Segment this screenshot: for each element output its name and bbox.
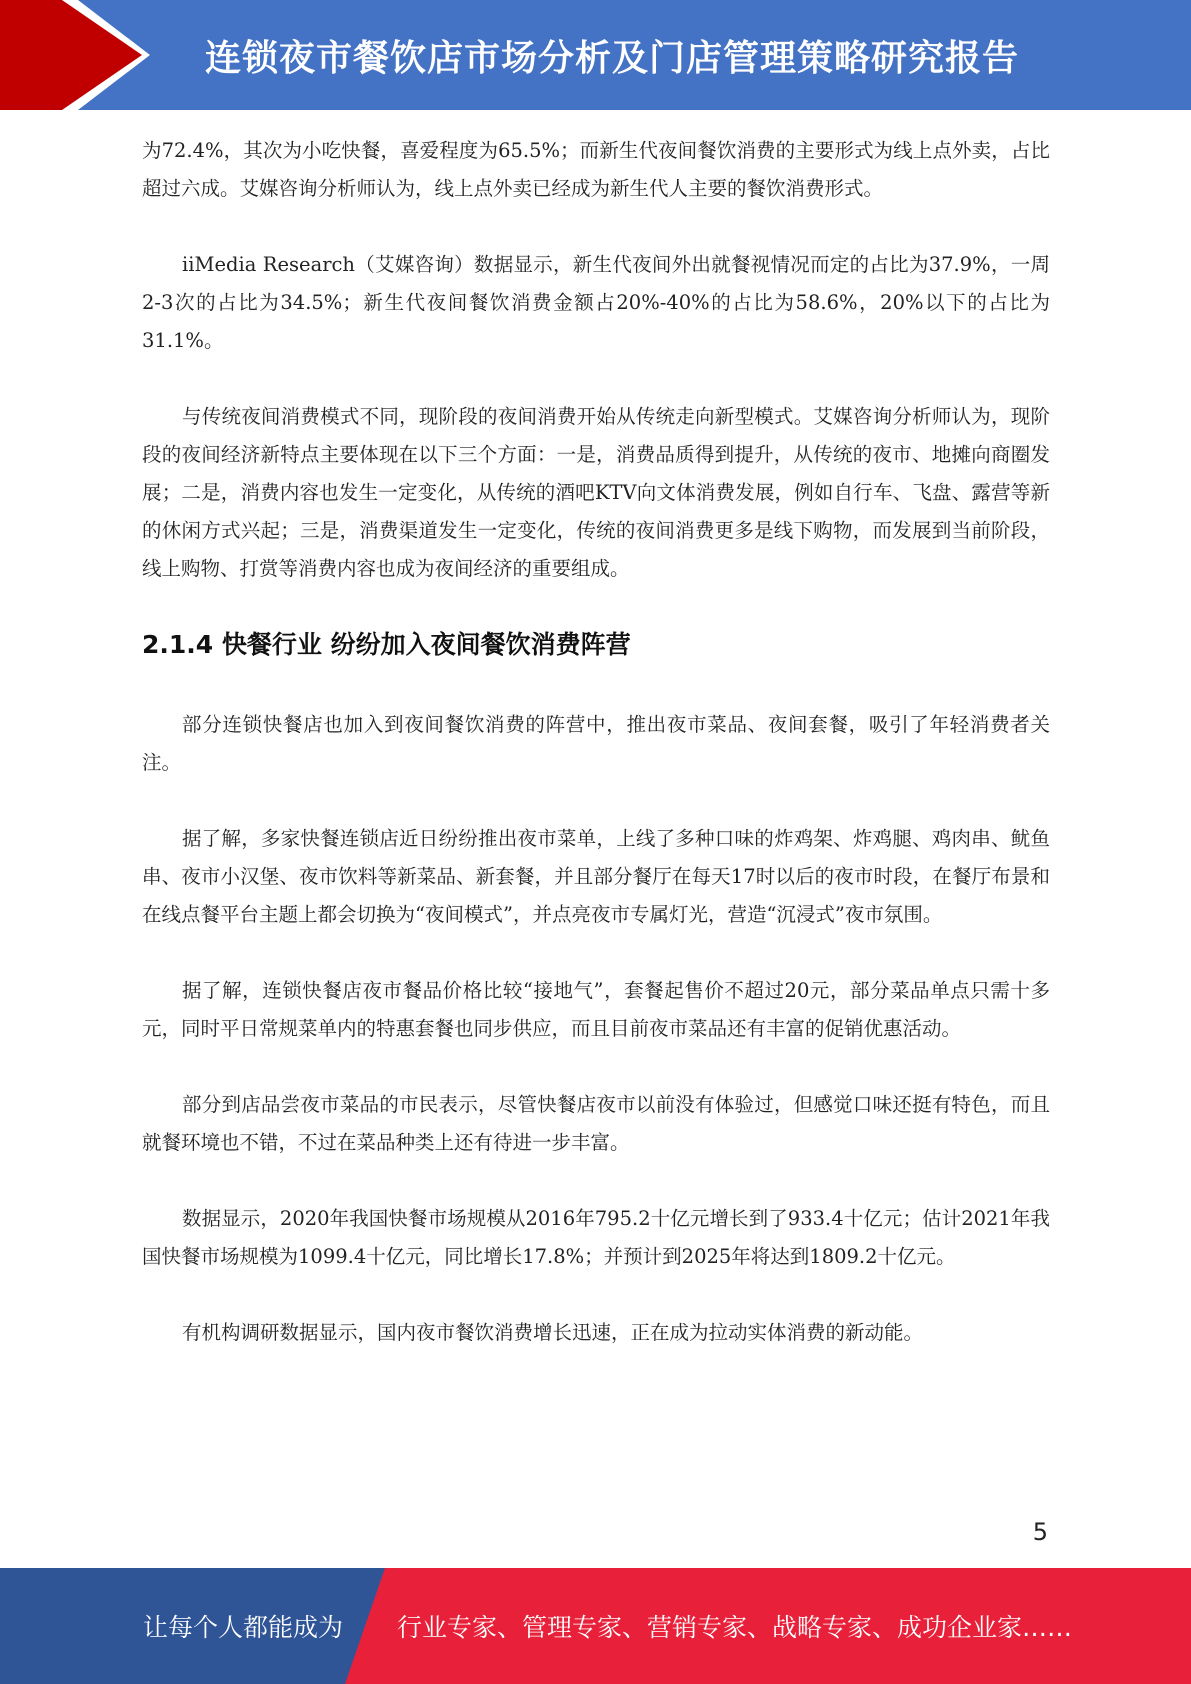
report-title: 连锁夜市餐饮店市场分析及门店管理策略研究报告 <box>205 38 1020 79</box>
paragraph: 数据显示，2020年我国快餐市场规模从2016年795.2十亿元增长到了933.4十亿元；估计2021年我国快餐市场规模为1099.4十亿元，同比增长17.8%；并预计到2025年将达到1809.2十亿元。 <box>142 1207 1050 1268</box>
paragraph: 部分到店品尝夜市菜品的市民表示，尽管快餐店夜市以前没有体验过，但感觉口味还挺有特色，而且就餐环境也不错，不过在菜品种类上还有待进一步丰富。 <box>142 1093 1050 1154</box>
paragraph: 为72.4%，其次为小吃快餐，喜爱程度为65.5%；而新生代夜间餐饮消费的主要形式为线上点外卖，占比超过六成。艾媒咨询分析师认为，线上点外卖已经成为新生代人主要的餐饮消费形式。 <box>142 139 1050 200</box>
paragraph: 据了解，连锁快餐店夜市餐品价格比较“接地气”，套餐起售价不超过20元，部分菜品单点只需十多元，同时平日常规菜单内的特惠套餐也同步供应，而且目前夜市菜品还有丰富的促销优惠活动。 <box>142 979 1050 1040</box>
header-banner <box>0 0 1191 110</box>
footer-slogan-right: 行业专家、管理专家、营销专家、战略专家、成功企业家…… <box>397 1613 1073 1642</box>
footer-banner <box>0 1568 1191 1684</box>
paragraph: 有机构调研数据显示，国内夜市餐饮消费增长迅速，正在成为拉动实体消费的新动能。 <box>182 1321 924 1344</box>
paragraph: 与传统夜间消费模式不同，现阶段的夜间消费开始从传统走向新型模式。艾媒咨询分析师认为，现阶段的夜间经济新特点主要体现在以下三个方面：一是，消费品质得到提升，从传统的夜市、地摊向商圈发展；二是，消费内容也发生一定变化，从传统的酒吧KTV向文体消费发展，例如自行车、飞盘、露营等新的休闲方式兴起；三是，消费渠道发生一定变化，传统的夜间消费更多是线下购物，而发展到当前阶段，线上购物、打赏等消费内容也成为夜间经济的重要组成。 <box>142 405 1050 580</box>
paragraph: 据了解，多家快餐连锁店近日纷纷推出夜市菜单，上线了多种口味的炸鸡架、炸鸡腿、鸡肉串、鱿鱼串、夜市小汉堡、夜市饮料等新菜品、新套餐，并且部分餐厅在每天17时以后的夜市时段，在餐厅布景和在线点餐平台主题上都会切换为“夜间模式”，并点亮夜市专属灯光，营造“沉浸式”夜市氛围。 <box>142 827 1050 926</box>
section-heading: 2.1.4 快餐行业 纷纷加入夜间餐饮消费阵营 <box>142 630 631 659</box>
paragraph: iiMedia Research（艾媒咨询）数据显示，新生代夜间外出就餐视情况而定的占比为37.9%，一周2-3次的占比为34.5%；新生代夜间餐饮消费金额占20%-40%的占比为58.6%，20%以下的占比为31.1%。 <box>142 253 1050 352</box>
paragraph: 部分连锁快餐店也加入到夜间餐饮消费的阵营中，推出夜市菜品、夜间套餐，吸引了年轻消费者关注。 <box>142 713 1050 774</box>
header-chevron-decoration <box>0 0 150 110</box>
page-number: 5 <box>1032 1518 1048 1546</box>
document-body <box>142 132 1050 1390</box>
footer-slogan-left: 让每个人都能成为 <box>143 1613 344 1642</box>
